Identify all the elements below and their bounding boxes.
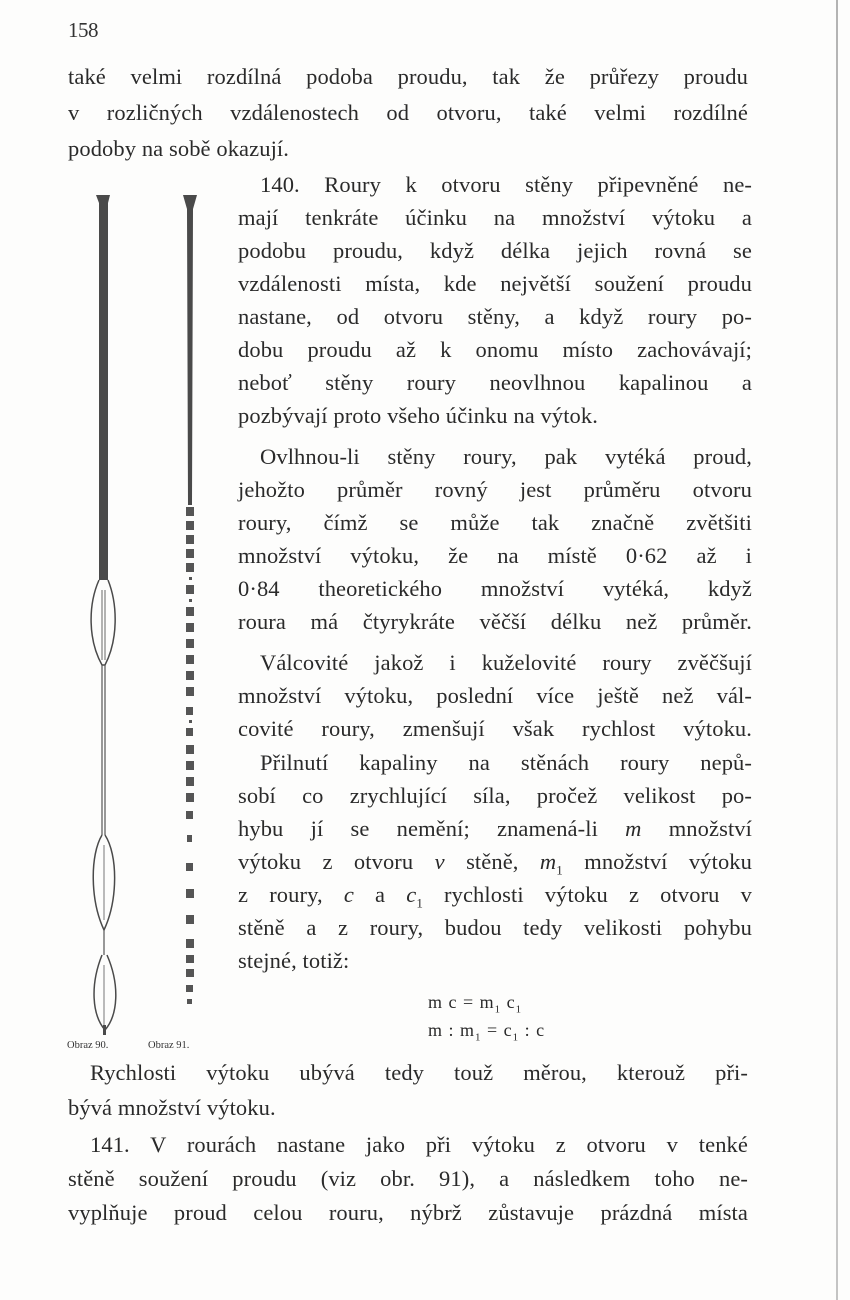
text-run: rychlosti výtoku z otvoru v [422, 882, 752, 907]
page-edge-shadow [836, 0, 838, 1300]
valcovite-line-2: množství výtoku, poslední více ještě než vál- [238, 683, 752, 708]
text-run: výtoku z otvoru [238, 849, 435, 874]
section-140-line-2: mají tenkráte účinku na množství výtoku a [238, 205, 752, 230]
symbol-c1: c [406, 882, 417, 907]
text-run: a [353, 882, 407, 907]
section-141-line-2: stěně soužení proudu (viz obr. 91), a následkem toho ne- [68, 1166, 748, 1191]
valcovite-line-3: covité roury, zmenšují však rychlost výtoku. [238, 716, 752, 741]
intro-line-1: také velmi rozdílná podoba proudu, tak že průřezy proudu [68, 64, 748, 89]
eq-part: m c = m [428, 992, 495, 1012]
text-run: hybu jí se nemění; znamená-li [238, 816, 626, 841]
ovlhnou-line-6: roura má čtyrykráte věčší délku než průměr. [238, 609, 752, 634]
section-140-line-3: podobu proudu, když délka jejich rovná se [238, 238, 752, 263]
section-140-line-7: neboť stěny roury neovlhnou kapalinou a [238, 370, 752, 395]
text-run: množství [641, 816, 752, 841]
figure-90-tube-jet [80, 195, 140, 1035]
prilnuti-line-1: Přilnutí kapaliny na stěnách roury nepů- [260, 750, 752, 775]
symbol-m1: m [539, 849, 557, 874]
ovlhnou-line-2: jehožto průměr rovný jest průměru otvoru [238, 477, 752, 502]
eq-subscript: 1 [494, 1003, 502, 1016]
symbol-v: v [434, 849, 445, 874]
text-run: množství výtoku [562, 849, 752, 874]
ovlhnou-line-1: Ovlhnou-li stěny roury, pak vytéká proud, [260, 444, 752, 469]
symbol-m: m [625, 816, 642, 841]
page-number: 158 [68, 18, 98, 42]
prilnuti-line-7: stejné, totiž: [238, 948, 350, 973]
prilnuti-line-3 [238, 814, 752, 844]
prilnuti-line-6: stěně a z roury, budou tedy velikosti pohybu [238, 915, 752, 940]
eq-subscript: 1 [512, 1031, 520, 1044]
figure-91-jet-drops [180, 195, 210, 1015]
section-141-line-1: 141. V rourách nastane jako při výtoku z otvoru v tenké [90, 1132, 748, 1157]
eq-subscript: 1 [475, 1031, 482, 1044]
eq-part: m : m [428, 1020, 476, 1040]
symbol-c: c [343, 882, 354, 907]
section-140-line-1: 140. Roury k otvoru stěny připevněné ne- [260, 172, 752, 197]
section-140-line-8: pozbývají proto všeho účinku na výtok. [238, 403, 598, 428]
equation-1 [428, 992, 522, 1016]
subscript: 1 [416, 895, 423, 911]
figure-91-caption: Obraz 91. [148, 1040, 190, 1051]
conclusion-line-1: Rychlosti výtoku ubývá tedy touž měrou, kterouž při- [90, 1060, 748, 1085]
valcovite-line-1: Válcovité jakož i kuželovité roury zvěčšují [260, 650, 752, 675]
section-140-line-4: vzdálenosti místa, kde největší soužení proudu [238, 271, 752, 296]
ovlhnou-line-3: roury, čímž se může tak značně zvětšiti [238, 510, 752, 535]
eq-part: c [501, 992, 516, 1012]
intro-line-2: v rozličných vzdálenostech od otvoru, také velmi rozdílné [68, 100, 748, 125]
figure-90-caption: Obraz 90. [67, 1040, 109, 1051]
eq-part: = c [481, 1020, 513, 1040]
section-140-line-6: dobu proudu až k onomu místo zachovávají; [238, 337, 752, 362]
section-140-line-5: nastane, od otvoru stěny, a když roury po- [238, 304, 752, 329]
conclusion-line-2: bývá množství výtoku. [68, 1095, 276, 1120]
eq-part: : c [519, 1020, 546, 1040]
text-run: stěně, [444, 849, 540, 874]
intro-line-3: podoby na sobě okazují. [68, 136, 290, 161]
text-run: z roury, [238, 882, 344, 907]
prilnuti-line-2: sobí co zrychlující síla, pročež velikost po- [238, 783, 752, 808]
equation-2 [428, 1020, 545, 1044]
eq-subscript: 1 [515, 1003, 523, 1016]
subscript: 1 [556, 862, 563, 878]
ovlhnou-line-4: množství výtoku, že na místě 0·62 až i [238, 543, 752, 568]
ovlhnou-line-5: 0·84 theoretického množství vytéká, když [238, 576, 752, 601]
section-141-line-3: vyplňuje proud celou rouru, nýbrž zůstavuje prázdná místa [68, 1200, 748, 1225]
